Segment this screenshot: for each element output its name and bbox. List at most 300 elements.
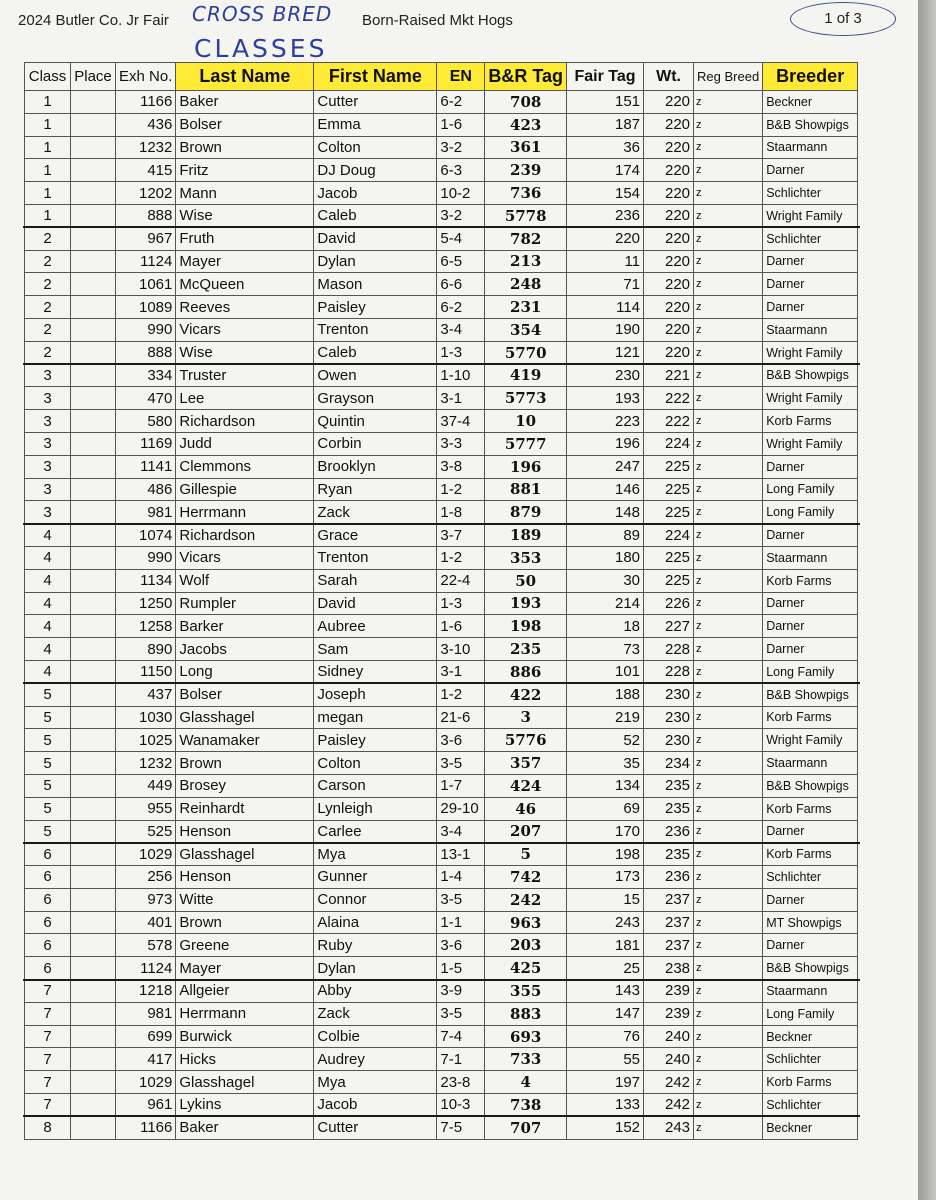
cell-place	[71, 752, 116, 775]
class-divider-line	[23, 363, 860, 365]
cell-br-tag: 738	[485, 1094, 567, 1117]
cell-exh-no: 580	[116, 410, 176, 433]
cell-br-tag: 736	[485, 182, 567, 205]
cell-place	[71, 706, 116, 729]
col-header-first-name: First Name	[314, 63, 437, 91]
cell-first-name: Ruby	[314, 934, 437, 957]
cell-br-tag: 213	[485, 250, 567, 273]
cell-en: 6-2	[437, 296, 485, 319]
cell-place	[71, 957, 116, 980]
cell-first-name: David	[314, 227, 437, 250]
cell-weight: 225	[644, 569, 694, 592]
cell-first-name: Mya	[314, 843, 437, 866]
cell-en: 3-5	[437, 888, 485, 911]
cell-class: 5	[25, 774, 71, 797]
cell-last-name: Lee	[176, 387, 314, 410]
table-row	[25, 706, 858, 729]
cell-weight: 228	[644, 660, 694, 683]
cell-br-tag: 423	[485, 113, 567, 136]
cell-exh-no: 1061	[116, 273, 176, 296]
cell-weight: 220	[644, 341, 694, 364]
cell-exh-no: 1150	[116, 660, 176, 683]
cell-breeder: Beckner	[763, 91, 858, 114]
cell-exh-no: 578	[116, 934, 176, 957]
cell-reg-breed: z	[694, 455, 763, 478]
cell-class: 6	[25, 911, 71, 934]
cell-weight: 225	[644, 501, 694, 524]
cell-en: 10-2	[437, 182, 485, 205]
cell-exh-no: 334	[116, 364, 176, 387]
cell-place	[71, 113, 116, 136]
cell-breeder: Schlichter	[763, 182, 858, 205]
class-divider-line	[23, 1115, 860, 1117]
cell-reg-breed: z	[694, 410, 763, 433]
cell-last-name: Henson	[176, 866, 314, 889]
cell-fair-tag: 174	[567, 159, 644, 182]
cell-last-name: Baker	[176, 91, 314, 114]
cell-br-tag: 242	[485, 888, 567, 911]
cell-place	[71, 866, 116, 889]
cell-class: 2	[25, 273, 71, 296]
cell-en: 1-3	[437, 341, 485, 364]
cell-br-tag: 193	[485, 592, 567, 615]
class-divider-line	[23, 682, 860, 684]
col-header-exh-no: Exh No.	[116, 63, 176, 91]
cell-br-tag: 4	[485, 1071, 567, 1094]
cell-exh-no: 486	[116, 478, 176, 501]
cell-reg-breed: z	[694, 660, 763, 683]
table-row	[25, 752, 858, 775]
cell-class: 7	[25, 1071, 71, 1094]
table-row	[25, 204, 858, 227]
table-row	[25, 136, 858, 159]
cell-exh-no: 1166	[116, 1116, 176, 1139]
cell-breeder: Darner	[763, 592, 858, 615]
cell-weight: 220	[644, 250, 694, 273]
cell-place	[71, 592, 116, 615]
cell-first-name: Ryan	[314, 478, 437, 501]
cell-reg-breed: z	[694, 546, 763, 569]
cell-class: 5	[25, 729, 71, 752]
cell-exh-no: 1166	[116, 91, 176, 114]
cell-last-name: Fruth	[176, 227, 314, 250]
cell-reg-breed: z	[694, 501, 763, 524]
cell-reg-breed: z	[694, 250, 763, 273]
cell-br-tag: 693	[485, 1025, 567, 1048]
cell-br-tag: 881	[485, 478, 567, 501]
cell-last-name: Judd	[176, 432, 314, 455]
table-row	[25, 683, 858, 706]
cell-br-tag: 886	[485, 660, 567, 683]
fair-title: 2024 Butler Co. Jr Fair	[18, 12, 169, 29]
cell-first-name: Paisley	[314, 729, 437, 752]
cell-fair-tag: 35	[567, 752, 644, 775]
cell-br-tag: 203	[485, 934, 567, 957]
cell-weight: 220	[644, 159, 694, 182]
cell-breeder: Wright Family	[763, 204, 858, 227]
cell-en: 1-7	[437, 774, 485, 797]
cell-first-name: Cutter	[314, 91, 437, 114]
cell-breeder: Beckner	[763, 1025, 858, 1048]
cell-last-name: Gillespie	[176, 478, 314, 501]
cell-last-name: Vicars	[176, 546, 314, 569]
cell-exh-no: 961	[116, 1094, 176, 1117]
cell-br-tag: 5778	[485, 204, 567, 227]
cell-weight: 236	[644, 866, 694, 889]
cell-fair-tag: 223	[567, 410, 644, 433]
table-row	[25, 387, 858, 410]
class-divider-line	[23, 226, 860, 228]
cell-br-tag: 50	[485, 569, 567, 592]
cell-weight: 237	[644, 911, 694, 934]
cell-exh-no: 415	[116, 159, 176, 182]
cell-place	[71, 843, 116, 866]
cell-en: 29-10	[437, 797, 485, 820]
cell-breeder: Schlichter	[763, 227, 858, 250]
cell-br-tag: 353	[485, 546, 567, 569]
cell-class: 7	[25, 980, 71, 1003]
cell-breeder: Long Family	[763, 501, 858, 524]
cell-first-name: megan	[314, 706, 437, 729]
cell-fair-tag: 148	[567, 501, 644, 524]
col-header-last-name: Last Name	[176, 63, 314, 91]
cell-fair-tag: 134	[567, 774, 644, 797]
cell-breeder: Staarmann	[763, 318, 858, 341]
cell-last-name: Rumpler	[176, 592, 314, 615]
cell-exh-no: 1029	[116, 843, 176, 866]
cell-reg-breed: z	[694, 1002, 763, 1025]
cell-class: 1	[25, 113, 71, 136]
table-row	[25, 774, 858, 797]
cell-breeder: Long Family	[763, 478, 858, 501]
cell-reg-breed: z	[694, 1094, 763, 1117]
cell-first-name: Grace	[314, 524, 437, 547]
cell-place	[71, 1002, 116, 1025]
cell-place	[71, 455, 116, 478]
cell-class: 2	[25, 318, 71, 341]
cell-last-name: Barker	[176, 615, 314, 638]
cell-fair-tag: 151	[567, 91, 644, 114]
cell-last-name: Truster	[176, 364, 314, 387]
cell-weight: 236	[644, 820, 694, 843]
cell-exh-no: 1141	[116, 455, 176, 478]
cell-weight: 224	[644, 432, 694, 455]
cell-fair-tag: 147	[567, 1002, 644, 1025]
cell-class: 2	[25, 341, 71, 364]
cell-last-name: Reinhardt	[176, 797, 314, 820]
col-header-fair-tag: Fair Tag	[567, 63, 644, 91]
cell-first-name: Mya	[314, 1071, 437, 1094]
cell-reg-breed: z	[694, 182, 763, 205]
cell-en: 6-2	[437, 91, 485, 114]
cell-reg-breed: z	[694, 911, 763, 934]
cell-fair-tag: 214	[567, 592, 644, 615]
cell-breeder: Korb Farms	[763, 1071, 858, 1094]
cell-weight: 220	[644, 91, 694, 114]
cell-exh-no: 890	[116, 638, 176, 661]
cell-first-name: Aubree	[314, 615, 437, 638]
cell-br-tag: 248	[485, 273, 567, 296]
cell-reg-breed: z	[694, 318, 763, 341]
cell-exh-no: 1089	[116, 296, 176, 319]
cell-first-name: Alaina	[314, 911, 437, 934]
cell-breeder: B&B Showpigs	[763, 683, 858, 706]
cell-exh-no: 981	[116, 501, 176, 524]
col-header-br-tag: B&R Tag	[485, 63, 567, 91]
cell-weight: 242	[644, 1071, 694, 1094]
cell-fair-tag: 154	[567, 182, 644, 205]
col-header-place: Place	[71, 63, 116, 91]
cell-place	[71, 136, 116, 159]
cell-last-name: Wise	[176, 204, 314, 227]
cell-fair-tag: 11	[567, 250, 644, 273]
cell-exh-no: 990	[116, 546, 176, 569]
cell-exh-no: 955	[116, 797, 176, 820]
cell-breeder: Staarmann	[763, 980, 858, 1003]
cell-place	[71, 980, 116, 1003]
cell-en: 1-4	[437, 866, 485, 889]
cell-place	[71, 204, 116, 227]
cell-weight: 222	[644, 410, 694, 433]
cell-breeder: MT Showpigs	[763, 911, 858, 934]
table-row	[25, 364, 858, 387]
cell-class: 7	[25, 1002, 71, 1025]
cell-last-name: Bolser	[176, 683, 314, 706]
cell-br-tag: 5	[485, 843, 567, 866]
cell-weight: 220	[644, 113, 694, 136]
cell-first-name: Zack	[314, 1002, 437, 1025]
table-row	[25, 501, 858, 524]
cell-last-name: Wise	[176, 341, 314, 364]
cell-first-name: Joseph	[314, 683, 437, 706]
cell-fair-tag: 170	[567, 820, 644, 843]
cell-class: 4	[25, 592, 71, 615]
cell-fair-tag: 89	[567, 524, 644, 547]
cell-class: 6	[25, 934, 71, 957]
cell-fair-tag: 30	[567, 569, 644, 592]
cell-weight: 230	[644, 706, 694, 729]
cell-reg-breed: z	[694, 273, 763, 296]
cell-place	[71, 1116, 116, 1139]
cell-en: 3-10	[437, 638, 485, 661]
cell-reg-breed: z	[694, 296, 763, 319]
col-header-breeder: Breeder	[763, 63, 858, 91]
cell-breeder: Wright Family	[763, 432, 858, 455]
table-row	[25, 1002, 858, 1025]
cell-fair-tag: 193	[567, 387, 644, 410]
cell-last-name: Bolser	[176, 113, 314, 136]
cell-fair-tag: 25	[567, 957, 644, 980]
cell-first-name: Emma	[314, 113, 437, 136]
cell-class: 2	[25, 250, 71, 273]
cell-class: 4	[25, 615, 71, 638]
cell-class: 5	[25, 752, 71, 775]
cell-exh-no: 1029	[116, 1071, 176, 1094]
cell-exh-no: 1232	[116, 752, 176, 775]
cell-en: 1-2	[437, 546, 485, 569]
cell-last-name: Brosey	[176, 774, 314, 797]
cell-reg-breed: z	[694, 227, 763, 250]
cell-breeder: Darner	[763, 524, 858, 547]
table-row	[25, 113, 858, 136]
cell-br-tag: 231	[485, 296, 567, 319]
table-row	[25, 318, 858, 341]
cell-br-tag: 3	[485, 706, 567, 729]
cell-place	[71, 91, 116, 114]
cell-first-name: Colbie	[314, 1025, 437, 1048]
cell-exh-no: 1218	[116, 980, 176, 1003]
cell-br-tag: 707	[485, 1116, 567, 1139]
cell-weight: 235	[644, 774, 694, 797]
table-row	[25, 1025, 858, 1048]
cell-fair-tag: 121	[567, 341, 644, 364]
cell-last-name: Witte	[176, 888, 314, 911]
cell-class: 4	[25, 524, 71, 547]
cell-place	[71, 1094, 116, 1117]
cell-last-name: Brown	[176, 136, 314, 159]
cell-exh-no: 888	[116, 341, 176, 364]
cell-class: 6	[25, 843, 71, 866]
cell-br-tag: 419	[485, 364, 567, 387]
cell-breeder: Korb Farms	[763, 843, 858, 866]
cell-br-tag: 5776	[485, 729, 567, 752]
cell-first-name: Jacob	[314, 1094, 437, 1117]
cell-breeder: Beckner	[763, 1116, 858, 1139]
cell-first-name: Zack	[314, 501, 437, 524]
cell-class: 5	[25, 820, 71, 843]
cell-weight: 220	[644, 227, 694, 250]
cell-class: 3	[25, 455, 71, 478]
cell-fair-tag: 247	[567, 455, 644, 478]
cell-reg-breed: z	[694, 638, 763, 661]
cell-first-name: Cutter	[314, 1116, 437, 1139]
cell-exh-no: 973	[116, 888, 176, 911]
cell-weight: 228	[644, 638, 694, 661]
cell-weight: 230	[644, 729, 694, 752]
cell-fair-tag: 52	[567, 729, 644, 752]
table-row	[25, 546, 858, 569]
cell-class: 2	[25, 227, 71, 250]
table-row	[25, 524, 858, 547]
col-header-weight: Wt.	[644, 63, 694, 91]
cell-en: 7-5	[437, 1116, 485, 1139]
cell-fair-tag: 101	[567, 660, 644, 683]
cell-br-tag: 10	[485, 410, 567, 433]
cell-weight: 242	[644, 1094, 694, 1117]
col-header-en: EN	[437, 63, 485, 91]
table-row	[25, 934, 858, 957]
cell-weight: 220	[644, 182, 694, 205]
cell-first-name: David	[314, 592, 437, 615]
cell-br-tag: 733	[485, 1048, 567, 1071]
table-row	[25, 1071, 858, 1094]
cell-place	[71, 546, 116, 569]
cell-fair-tag: 187	[567, 113, 644, 136]
cell-en: 3-4	[437, 820, 485, 843]
cell-reg-breed: z	[694, 1071, 763, 1094]
cell-last-name: Burwick	[176, 1025, 314, 1048]
class-divider-line	[23, 523, 860, 525]
cell-exh-no: 990	[116, 318, 176, 341]
cell-en: 21-6	[437, 706, 485, 729]
cell-en: 3-1	[437, 387, 485, 410]
cell-exh-no: 699	[116, 1025, 176, 1048]
cell-first-name: Carson	[314, 774, 437, 797]
cell-exh-no: 449	[116, 774, 176, 797]
cell-br-tag: 782	[485, 227, 567, 250]
cell-exh-no: 436	[116, 113, 176, 136]
cell-fair-tag: 55	[567, 1048, 644, 1071]
cell-place	[71, 888, 116, 911]
cell-class: 7	[25, 1048, 71, 1071]
cell-first-name: Caleb	[314, 341, 437, 364]
table-row	[25, 273, 858, 296]
cell-place	[71, 934, 116, 957]
cell-fair-tag: 143	[567, 980, 644, 1003]
cell-last-name: Glasshagel	[176, 843, 314, 866]
cell-place	[71, 227, 116, 250]
cell-weight: 239	[644, 1002, 694, 1025]
cell-class: 4	[25, 638, 71, 661]
class-divider-line	[23, 979, 860, 981]
cell-reg-breed: z	[694, 774, 763, 797]
cell-last-name: Wolf	[176, 569, 314, 592]
cell-place	[71, 387, 116, 410]
cell-breeder: Korb Farms	[763, 410, 858, 433]
cell-class: 3	[25, 387, 71, 410]
cell-fair-tag: 114	[567, 296, 644, 319]
cell-breeder: Wright Family	[763, 729, 858, 752]
cell-place	[71, 1048, 116, 1071]
cell-breeder: B&B Showpigs	[763, 774, 858, 797]
cell-fair-tag: 188	[567, 683, 644, 706]
cell-reg-breed: z	[694, 204, 763, 227]
cell-reg-breed: z	[694, 615, 763, 638]
table-row	[25, 182, 858, 205]
cell-br-tag: 422	[485, 683, 567, 706]
cell-reg-breed: z	[694, 1116, 763, 1139]
cell-last-name: Long	[176, 660, 314, 683]
table-row	[25, 1116, 858, 1139]
cell-breeder: Long Family	[763, 1002, 858, 1025]
cell-exh-no: 470	[116, 387, 176, 410]
cell-last-name: Mayer	[176, 957, 314, 980]
cell-reg-breed: z	[694, 91, 763, 114]
cell-place	[71, 774, 116, 797]
cell-last-name: Reeves	[176, 296, 314, 319]
background-edge	[918, 0, 936, 1200]
cell-last-name: Jacobs	[176, 638, 314, 661]
cell-en: 23-8	[437, 1071, 485, 1094]
cell-reg-breed: z	[694, 341, 763, 364]
cell-en: 13-1	[437, 843, 485, 866]
cell-first-name: Carlee	[314, 820, 437, 843]
cell-first-name: Corbin	[314, 432, 437, 455]
table-row	[25, 296, 858, 319]
cell-weight: 230	[644, 683, 694, 706]
cell-weight: 234	[644, 752, 694, 775]
cell-weight: 220	[644, 273, 694, 296]
cell-first-name: Connor	[314, 888, 437, 911]
cell-fair-tag: 133	[567, 1094, 644, 1117]
cell-weight: 239	[644, 980, 694, 1003]
table-row	[25, 888, 858, 911]
cell-reg-breed: z	[694, 888, 763, 911]
cell-en: 3-5	[437, 752, 485, 775]
cell-fair-tag: 197	[567, 1071, 644, 1094]
cell-last-name: Glasshagel	[176, 706, 314, 729]
cell-fair-tag: 181	[567, 934, 644, 957]
